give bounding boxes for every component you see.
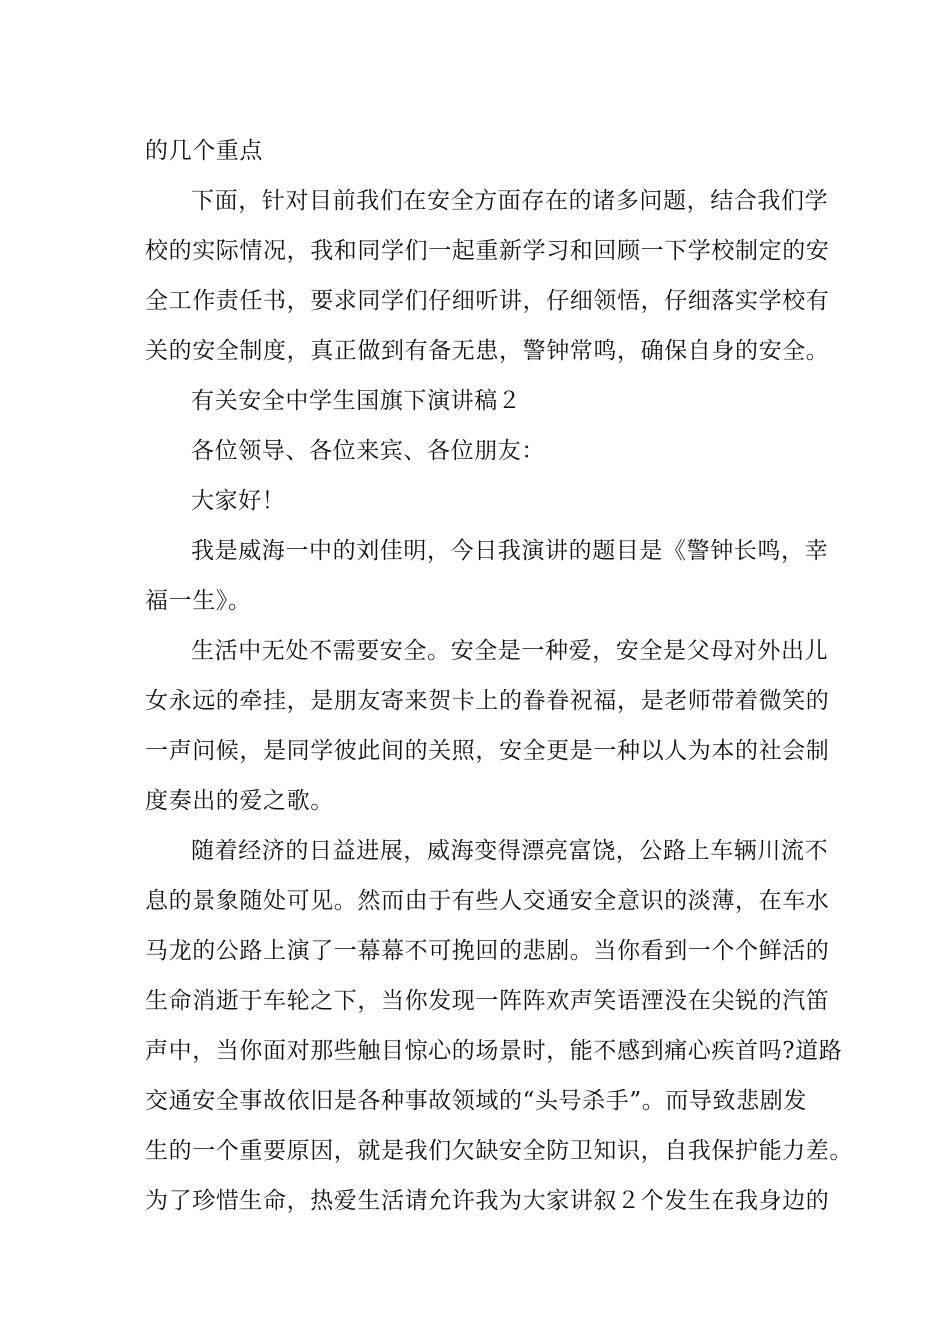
paragraph-line: 生的一个重要原因，就是我们欠缺安全防卫知识，自我保护能力差。	[145, 1138, 853, 1164]
paragraph-line: 我是威海一中的刘佳明，今日我演讲的题目是《警钟长鸣，幸	[191, 538, 829, 564]
paragraph-line: 下面，针对目前我们在安全方面存在的诸多问题，结合我们学	[191, 188, 829, 214]
paragraph-line: 女永远的牵挂，是朋友寄来贺卡上的眷眷祝福，是老师带着微笑的	[145, 688, 830, 714]
paragraph-line: 校的实际情况，我和同学们一起重新学习和回顾一下学校制定的安	[145, 238, 830, 264]
paragraph-line: 声中，当你面对那些触目惊心的场景时，能不感到痛心疾首吗?道路	[145, 1038, 843, 1064]
paragraph-line: 关的安全制度，真正做到有备无患，警钟常鸣，确保自身的安全。	[145, 338, 830, 364]
paragraph-line: 全工作责任书，要求同学们仔细听讲，仔细领悟，仔细落实学校有	[145, 288, 830, 314]
paragraph-line: 马龙的公路上演了一幕幕不可挽回的悲剧。当你看到一个个鲜活的	[145, 938, 830, 964]
paragraph-line: 生活中无处不需要安全。安全是一种爱，安全是父母对外出儿	[191, 638, 829, 664]
salutation: 各位领导、各位来宾、各位朋友：	[191, 438, 545, 464]
paragraph-line: 交通安全事故依旧是各种事故领域的“头号杀手”。而导致悲剧发	[145, 1088, 807, 1114]
greeting: 大家好！	[191, 488, 286, 514]
paragraph-line: 福一生》。	[145, 588, 252, 614]
paragraph-line: 生命消逝于车轮之下，当你发现一阵阵欢声笑语湮没在尖锐的汽笛	[145, 988, 830, 1014]
paragraph-line: 度奏出的爱之歌。	[145, 788, 334, 814]
paragraph-line: 一声问候，是同学彼此间的关照，安全更是一种以人为本的社会制	[145, 738, 830, 764]
paragraph-line: 息的景象随处可见。然而由于有些人交通安全意识的淡薄，在车水	[145, 888, 830, 914]
paragraph-line: 随着经济的日益进展，威海变得漂亮富饶，公路上车辆川流不	[191, 838, 829, 864]
paragraph-line: 为了珍惜生命，热爱生活请允许我为大家讲叙２个发生在我身边的	[145, 1188, 830, 1214]
paragraph-continuation: 的几个重点	[145, 138, 263, 164]
section-title: 有关安全中学生国旗下演讲稿２	[191, 388, 522, 414]
